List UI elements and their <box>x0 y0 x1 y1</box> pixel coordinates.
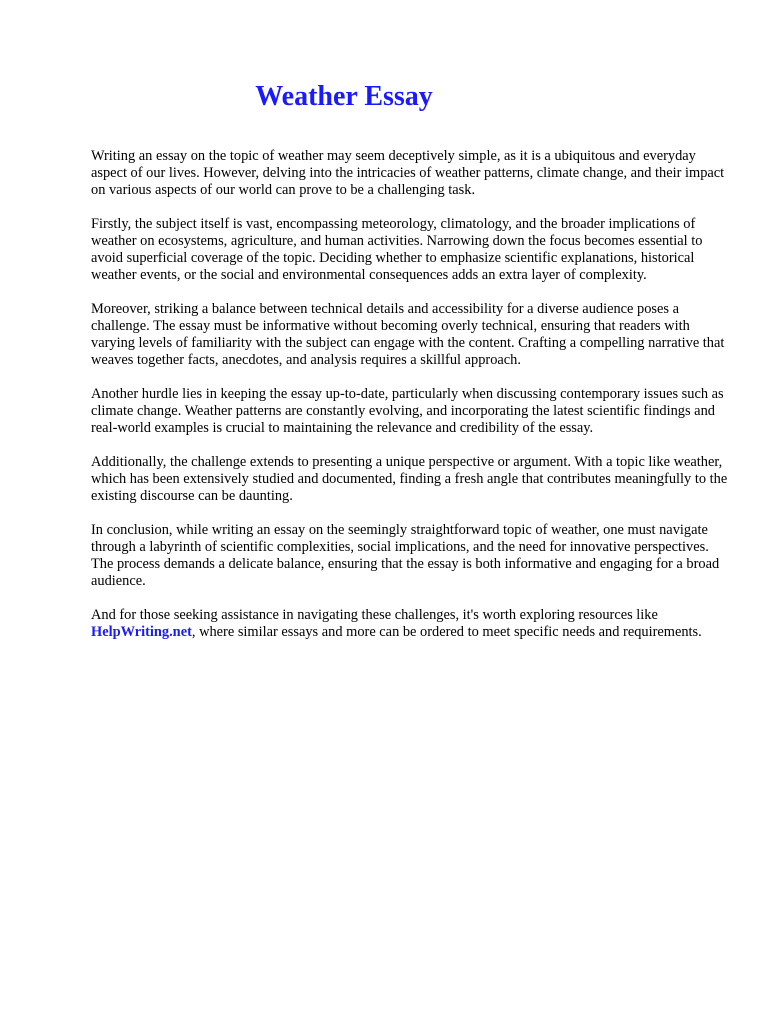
paragraph-intro: Writing an essay on the topic of weather may seem deceptively simple, as it is a ubiquitous and everyday aspect of our lives. However, delving into the intricacies of weather patterns, climate change, and their impact on various aspects of our world can prove to be a challenging task. <box>91 148 725 198</box>
paragraph-conclusion: In conclusion, while writing an essay on the seemingly straightforward topic of weather, one must navigate through a labyrinth of scientific complexities, social implications, and the need for innovative perspectives. The process demands a delicate balance, ensuring that the essay is both informative and engaging for a broad audience. <box>91 522 720 589</box>
closing-text-after-link: , where similar essays and more can be ordered to meet specific needs and requirements. <box>191 624 702 640</box>
paragraph-scope: Firstly, the subject itself is vast, encompassing meteorology, climatology, and the broader implications of weather on ecosystems, agriculture, and human activities. Narrowing down the focus becomes essential to avoid superficial coverage of the topic. Deciding whether to emphasize scientific explanations, historical weather events, or the social and environmental consequences adds an extra layer of complexity. <box>91 216 703 283</box>
document-title: Weather Essay <box>255 81 433 112</box>
paragraph-balance: Moreover, striking a balance between technical details and accessibility for a diverse audience poses a challenge. The essay must be informative without becoming overly technical, ensuring that readers with varying levels of familiarity with the subject can engage with the content. Crafting a compelling narrative that weaves together facts, anecdotes, and analysis requires a skillful approach. <box>91 301 725 368</box>
helpwriting-link[interactable]: HelpWriting.net <box>91 624 192 640</box>
paragraph-up-to-date: Another hurdle lies in keeping the essay up-to-date, particularly when discussing contemporary issues such as climate change. Weather patterns are constantly evolving, and incorporating the latest scientific findings and real-world examples is crucial to maintaining the relevance and credibility of the essay. <box>91 386 724 436</box>
paragraph-closing <box>91 607 731 641</box>
paragraph-perspective: Additionally, the challenge extends to presenting a unique perspective or argument. With a topic like weather, which has been extensively studied and documented, finding a fresh angle that contributes meaningfully to the existing discourse can be daunting. <box>91 454 728 504</box>
closing-text-before-link: And for those seeking assistance in navigating these challenges, it's worth exploring resources like <box>91 607 658 623</box>
